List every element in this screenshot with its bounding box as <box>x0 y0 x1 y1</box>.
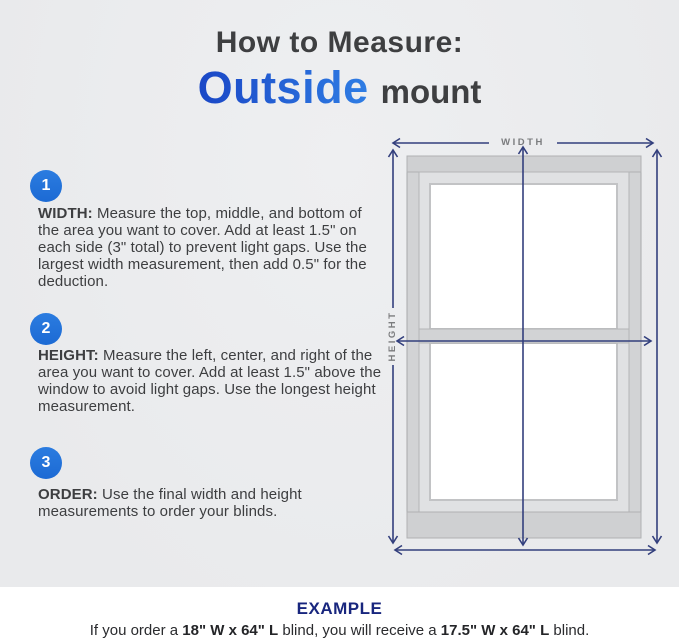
step-1-label: WIDTH: <box>38 205 93 222</box>
step-3-body: Use the final width and height measurements to order your blinds. <box>38 486 302 520</box>
example-prefix: If you order a <box>89 622 183 639</box>
step-2-text <box>38 347 383 415</box>
height-label: HEIGHT <box>387 310 398 362</box>
title-line-2 <box>0 62 679 113</box>
example-order-size: 18" W x 64" L <box>182 622 279 639</box>
step-3-badge <box>30 447 62 479</box>
step-1-badge <box>30 170 62 202</box>
step-3-number: 3 <box>41 454 51 471</box>
window-measure-diagram <box>375 133 675 563</box>
step-2-number: 2 <box>41 320 51 337</box>
example-middle: blind, you will receive a <box>278 622 441 639</box>
title-rest-word: mount <box>380 73 482 110</box>
step-3-text <box>38 486 383 520</box>
example-section <box>0 587 679 644</box>
example-sentence <box>0 622 679 639</box>
step-2-body: Measure the left, center, and right of the area you want to cover. Add at least 1.5" above the window to avoid light gaps. Use the longest height measurement. <box>38 347 382 415</box>
width-label: WIDTH <box>501 137 545 148</box>
step-3-label: ORDER: <box>38 486 98 503</box>
window-bottom-sill <box>407 512 641 538</box>
step-1-body: Measure the top, middle, and bottom of the area you want to cover. Add at least 1.5" on each side (3" total) to prevent light gaps. Use the largest width measurement, then add 0.5" for the deduction. <box>38 205 367 290</box>
window-top-band <box>407 156 641 172</box>
example-heading: EXAMPLE <box>296 599 383 618</box>
title-line-1: How to Measure: <box>215 26 464 59</box>
step-2-label: HEIGHT: <box>38 347 99 364</box>
step-2-badge <box>30 313 62 345</box>
example-receive-size: 17.5" W x 64" L <box>440 622 550 639</box>
title-accent-word: Outside <box>197 62 369 113</box>
example-suffix: blind. <box>549 622 590 639</box>
step-1-text <box>38 205 383 290</box>
step-1-number: 1 <box>41 177 51 194</box>
window-diagram-svg <box>375 133 675 563</box>
page-title <box>0 26 679 113</box>
